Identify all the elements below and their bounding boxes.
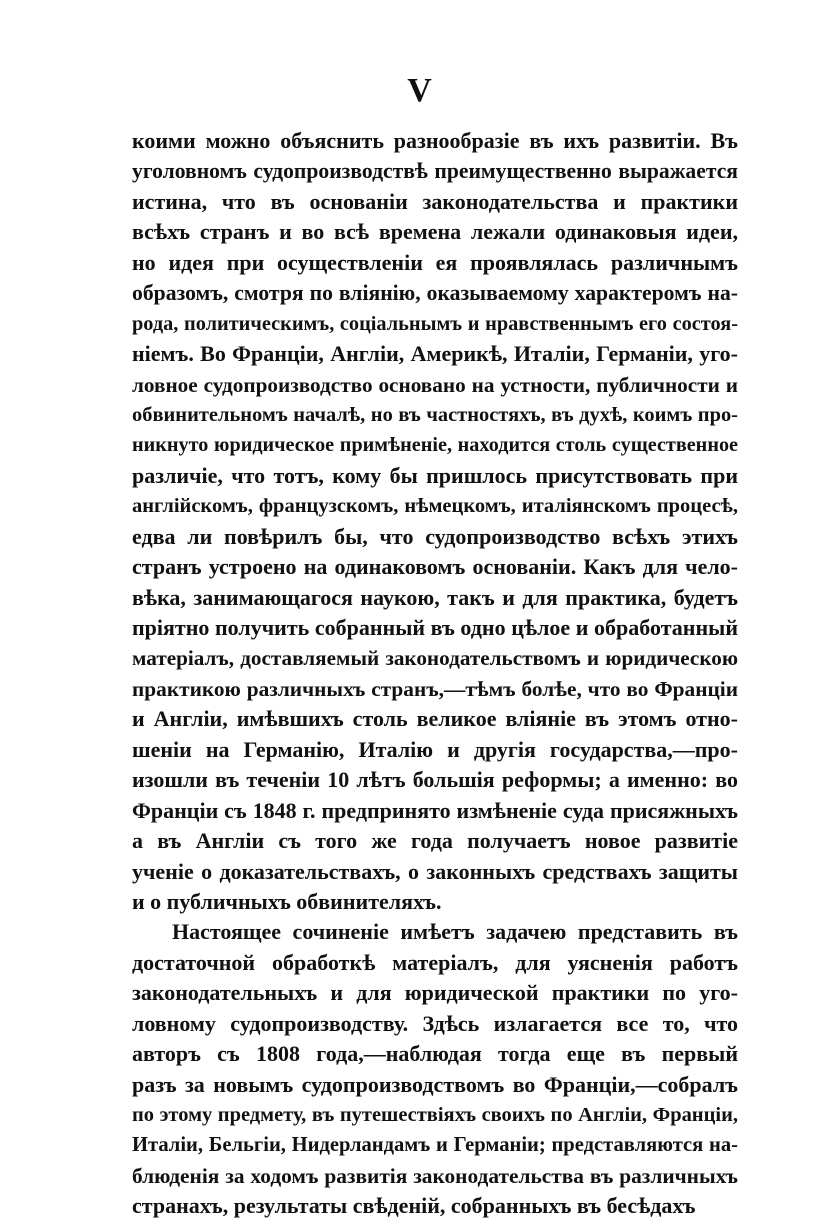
- text-line: пріятно получить собранный въ одно цѣлое и обработанный: [132, 615, 738, 640]
- text-line: и Англіи, имѣвшихъ столь великое вліяніе въ этомъ отно-: [132, 706, 738, 732]
- text-line: англійскомъ, французскомъ, нѣмецкомъ, италіянскомъ процесѣ,: [132, 495, 738, 518]
- text-line: авторъ съ 1808 года,—наблюдая тогда еще въ первый: [132, 1041, 738, 1067]
- text-line: Италіи, Бельгіи, Нидерландамъ и Германіи; представляются на-: [132, 1134, 738, 1157]
- text-line: обвинительномъ началѣ, но въ частностяхъ, въ духѣ, коимъ про-: [132, 403, 738, 426]
- text-line: достаточной обработкѣ матеріалъ, для уясненія работъ: [132, 949, 738, 975]
- text-line: рода, политическимъ, соціальнымъ и нравственнымъ его состоя-: [132, 312, 738, 335]
- text-line: блюденія за ходомъ развитія законодательства въ различныхъ: [132, 1163, 738, 1188]
- text-line: а въ Англіи съ того же года получаетъ новое развитіе: [132, 828, 738, 854]
- page-number: V: [407, 72, 433, 109]
- paragraph: [132, 917, 738, 1221]
- paragraph: [132, 126, 738, 917]
- text-line: странъ устроено на одинаковомъ основаніи. Какъ для чело-: [132, 554, 738, 580]
- text-line: различіе, что тотъ, кому бы пришлось присутствовать при: [132, 462, 738, 488]
- text-line: истина, что въ основаніи законодательства и практики: [132, 188, 738, 214]
- text-line: никнуто юридическое примѣненіе, находится столь существенное: [132, 434, 738, 457]
- text-line: уголовномъ судопроизводствѣ преимущественно выражается: [132, 159, 738, 184]
- text-line: шеніи на Германію, Италію и другія государства,—про-: [132, 736, 738, 762]
- text-line: странахъ, результаты свѣденій, собранныхъ въ бесѣдахъ: [132, 1193, 696, 1219]
- text-line: коими можно объяснить разнообразіе въ ихъ развитіи. Въ: [132, 128, 738, 153]
- text-line: ніемъ. Во Франціи, Англіи, Америкѣ, Италіи, Германіи, уго-: [132, 341, 738, 367]
- text-line: изошли въ теченіи 10 лѣтъ большія реформы; а именно: во: [132, 767, 738, 793]
- text-line: ловное судопроизводство основано на устности, публичности и: [132, 372, 738, 397]
- text-line: Франціи съ 1848 г. предпринято измѣненіе суда присяжныхъ: [132, 797, 738, 823]
- text-line: матеріалъ, доставляемый законодательствомъ и юридическою: [132, 646, 738, 671]
- text-line: всѣхъ странъ и во всѣ времена лежали одинаковыя идеи,: [132, 219, 738, 245]
- text-line: законодательныхъ и для юридической практики по уго-: [132, 980, 738, 1006]
- body-text: [132, 126, 738, 1222]
- text-line: но идея при осуществленіи ея проявлялась различнымъ: [132, 249, 738, 275]
- text-line: образомъ, смотря по вліянію, оказываемому характеромъ на-: [132, 281, 738, 306]
- text-line: по этому предмету, въ путешествіяхъ своихъ по Англіи, Франціи,: [132, 1104, 738, 1126]
- text-line: и о публичныхъ обвинителяхъ.: [132, 888, 442, 914]
- text-line: ученіе о доказательствахъ, о законныхъ средствахъ защиты: [132, 858, 738, 884]
- text-line: вѣка, занимающагося наукою, такъ и для практика, будетъ: [132, 584, 738, 610]
- text-line: практикою различныхъ странъ,—тѣмъ болѣе, что во Франціи: [132, 676, 738, 701]
- text-line: ловному судопроизводству. Здѣсь излагается все то, что: [132, 1010, 738, 1036]
- text-line: Настоящее сочиненіе имѣетъ задачею представить въ: [172, 919, 738, 945]
- text-line: едва ли повѣрилъ бы, что судопроизводство всѣхъ этихъ: [132, 523, 738, 549]
- text-line: разъ за новымъ судопроизводствомъ во Франціи,—собралъ: [132, 1071, 738, 1097]
